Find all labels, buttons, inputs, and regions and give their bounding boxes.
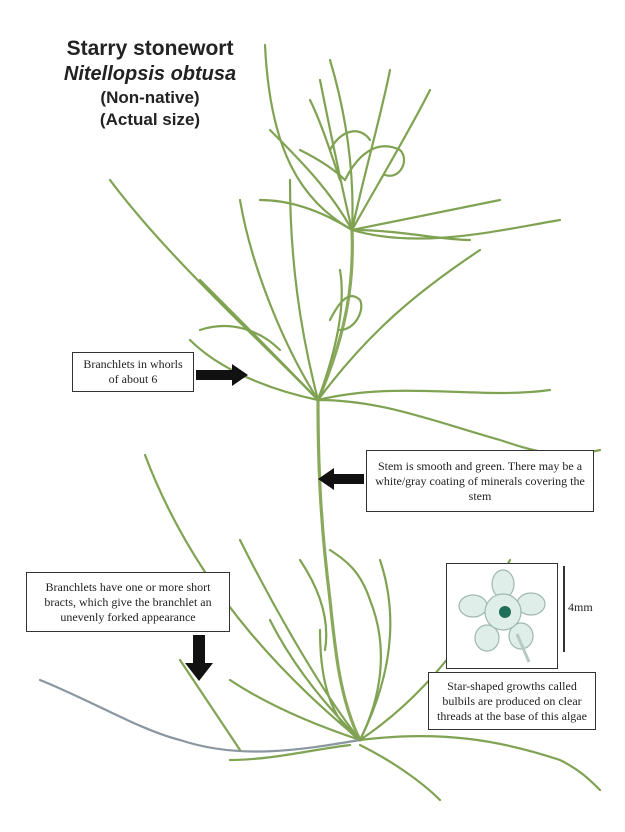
status-note: (Non-native) [100,88,200,107]
callout-stem [366,450,594,512]
title-block [40,36,260,131]
scale-bar [563,566,565,652]
callout-whorls [72,352,194,392]
scale-label: 4mm [568,600,593,614]
callout-bulbils-text: Star-shaped growths called bulbils are produced on clear threads at the base of this algae [437,678,587,723]
bulbil-image [447,564,558,669]
arrow-left-icon [318,468,364,490]
callout-bulbils [428,672,596,730]
arrow-right-icon [196,364,248,386]
callout-bracts-text: Branchlets have one or more short bracts, which give the branchlet an unevenly forked appearance [44,579,212,624]
arrow-down-icon [185,635,213,681]
size-note: (Actual size) [99,110,201,129]
callout-whorls-text: Branchlets in whorls of about 6 [83,357,183,386]
scientific-name: Nitellopsis obtusa [63,63,237,85]
callout-stem-text: Stem is smooth and green. There may be a white/gray coating of minerals covering the stem [375,458,585,503]
bulbil-inset-photo [446,563,558,669]
common-name: Starry stonewort [66,37,234,60]
callout-bracts [26,572,230,632]
